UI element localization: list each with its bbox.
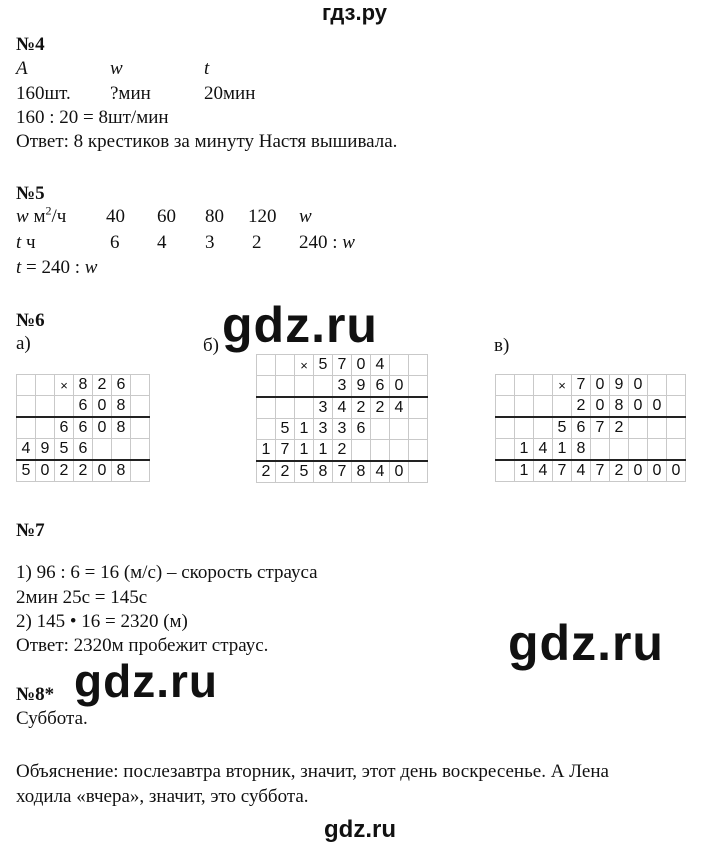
task5-t-label: [16, 232, 36, 254]
task5-t-value: 4: [157, 232, 167, 253]
grid-cell: [553, 396, 572, 418]
grid-cell: 5: [553, 417, 572, 439]
grid-cell: 2: [610, 417, 629, 439]
grid-row: [257, 355, 428, 376]
task5-t-value: 2: [252, 232, 262, 253]
grid-row: [257, 397, 428, 419]
grid-cell: 8: [74, 375, 93, 396]
task7-title: №7: [16, 520, 45, 541]
grid-cell: 2: [371, 397, 390, 419]
grid-cell: [409, 419, 428, 440]
task5-formula: t = 240 : w: [16, 257, 98, 278]
grid-cell: [257, 355, 276, 376]
task5-w-value: 120: [248, 206, 277, 227]
grid-row: [496, 396, 686, 418]
task7-line3: 2) 145 • 16 = 2320 (м): [16, 611, 188, 632]
grid-cell: 2: [257, 461, 276, 483]
grid-cell: [629, 439, 648, 461]
grid-cell: 2: [610, 460, 629, 482]
grid-cell: 8: [610, 396, 629, 418]
task5-w-value: 80: [205, 206, 224, 227]
grid-cell: 9: [610, 375, 629, 396]
task8-answer: Суббота.: [16, 708, 88, 729]
grid-cell: [257, 376, 276, 398]
grid-cell: [667, 396, 686, 418]
watermark-left: gdz.ru: [74, 655, 218, 707]
grid-cell: [667, 417, 686, 439]
grid-cell: 0: [93, 417, 112, 439]
grid-cell: 9: [352, 376, 371, 398]
grid-row: [17, 417, 150, 439]
grid-cell: 8: [352, 461, 371, 483]
grid-cell: [112, 439, 131, 461]
task4-col-w: w: [110, 58, 123, 79]
grid-c: [495, 374, 686, 482]
task5-w-value: 40: [106, 206, 125, 227]
grid-cell: [276, 355, 295, 376]
grid-cell: [629, 417, 648, 439]
grid-cell: [409, 461, 428, 483]
grid-cell: [276, 376, 295, 398]
grid-cell: 0: [93, 396, 112, 418]
grid-a: [16, 374, 150, 482]
grid-cell: [371, 419, 390, 440]
task5-w-sup: 2: [45, 203, 52, 218]
grid-cell: [295, 376, 314, 398]
grid-cell: 0: [591, 396, 610, 418]
grid-cell: [93, 439, 112, 461]
grid-row: [257, 440, 428, 462]
grid-cell: 6: [572, 417, 591, 439]
grid-cell: [390, 355, 409, 376]
task5-t-unit: ч: [26, 232, 36, 253]
task6-label-c: в): [494, 335, 510, 356]
grid-cell: 0: [36, 460, 55, 482]
task7-answer: Ответ: 2320м пробежит страус.: [16, 635, 269, 656]
grid-cell: [534, 417, 553, 439]
grid-cell: 8: [112, 396, 131, 418]
grid-cell: 4: [572, 460, 591, 482]
grid-cell: 0: [629, 460, 648, 482]
grid-cell: [55, 396, 74, 418]
grid-cell: ×: [553, 375, 572, 396]
grid-cell: 6: [112, 375, 131, 396]
watermark-right: gdz.ru: [508, 615, 664, 671]
grid-cell: 7: [276, 440, 295, 462]
grid-cell: 1: [314, 440, 333, 462]
grid-cell: 2: [333, 440, 352, 462]
grid-cell: 6: [74, 396, 93, 418]
grid-cell: 4: [17, 439, 36, 461]
grid-cell: 8: [572, 439, 591, 461]
grid-cell: 4: [534, 439, 553, 461]
grid-cell: 9: [36, 439, 55, 461]
grid-cell: 7: [591, 460, 610, 482]
task4-val-t: 20мин: [204, 83, 256, 104]
grid-cell: 5: [314, 355, 333, 376]
task5-w-last: w: [299, 206, 312, 227]
task8-explanation-2: ходила «вчера», значит, это суббота.: [16, 786, 309, 807]
grid-cell: [515, 396, 534, 418]
grid-cell: [371, 440, 390, 462]
grid-cell: 3: [314, 419, 333, 440]
grid-b: [256, 354, 428, 483]
grid-cell: 5: [17, 460, 36, 482]
task8-explanation-1: Объяснение: послезавтра вторник, значит, этот день воскресенье. А Лена: [16, 761, 609, 782]
grid-cell: [515, 375, 534, 396]
grid-cell: 0: [648, 460, 667, 482]
task4-col-t: t: [204, 58, 210, 79]
grid-cell: [390, 419, 409, 440]
grid-cell: 0: [667, 460, 686, 482]
grid-cell: 0: [591, 375, 610, 396]
grid-cell: [496, 396, 515, 418]
grid-cell: [409, 440, 428, 462]
grid-cell: 7: [553, 460, 572, 482]
grid-cell: [352, 440, 371, 462]
grid-cell: [314, 376, 333, 398]
grid-row: [496, 439, 686, 461]
grid-cell: 4: [371, 461, 390, 483]
grid-cell: 7: [591, 417, 610, 439]
task6-label-a: а): [16, 333, 31, 354]
grid-cell: [36, 396, 55, 418]
grid-cell: [648, 417, 667, 439]
grid-cell: [390, 440, 409, 462]
grid-cell: 8: [112, 460, 131, 482]
watermark-top: гдз.ру: [322, 0, 387, 25]
grid-cell: 1: [295, 440, 314, 462]
grid-cell: 6: [55, 417, 74, 439]
task5-t-value: 6: [110, 232, 120, 253]
grid-cell: 0: [352, 355, 371, 376]
task4-calc: 160 : 20 = 8шт/мин: [16, 107, 169, 128]
grid-cell: 2: [55, 460, 74, 482]
grid-cell: [496, 439, 515, 461]
grid-cell: 5: [55, 439, 74, 461]
grid-cell: [131, 417, 150, 439]
grid-cell: [131, 460, 150, 482]
grid-cell: 6: [371, 376, 390, 398]
grid-row: [17, 396, 150, 418]
grid-cell: 6: [352, 419, 371, 440]
grid-cell: 4: [371, 355, 390, 376]
grid-cell: 2: [74, 460, 93, 482]
grid-row: [17, 460, 150, 482]
grid-cell: [257, 397, 276, 419]
task8-title: №8*: [16, 684, 55, 705]
grid-cell: [131, 439, 150, 461]
grid-cell: [17, 396, 36, 418]
watermark-mid: gdz.ru: [222, 297, 378, 353]
task5-t-value: 3: [205, 232, 215, 253]
task4-val-a: 160шт.: [16, 83, 71, 104]
grid-cell: 2: [276, 461, 295, 483]
grid-cell: 2: [93, 375, 112, 396]
task5-w-unit2: /ч: [51, 206, 67, 227]
grid-cell: 2: [572, 396, 591, 418]
grid-cell: 6: [74, 439, 93, 461]
task4-title: №4: [16, 34, 45, 55]
task6-label-b: б): [203, 335, 219, 356]
grid-cell: 1: [553, 439, 572, 461]
grid-cell: [409, 376, 428, 398]
grid-cell: 0: [629, 375, 648, 396]
grid-row: [257, 376, 428, 398]
grid-cell: [648, 439, 667, 461]
grid-cell: 0: [629, 396, 648, 418]
grid-cell: 3: [333, 376, 352, 398]
grid-cell: [496, 417, 515, 439]
grid-row: [496, 460, 686, 482]
grid-row: [257, 461, 428, 483]
grid-row: [17, 375, 150, 396]
grid-cell: 7: [572, 375, 591, 396]
task4-val-w: ?мин: [110, 83, 151, 104]
grid-cell: [36, 417, 55, 439]
task5-w-label: [16, 203, 67, 228]
grid-cell: [591, 439, 610, 461]
grid-cell: 1: [515, 460, 534, 482]
task5-t-last: 240 : w: [299, 232, 355, 253]
grid-cell: [257, 419, 276, 440]
grid-cell: [17, 417, 36, 439]
grid-cell: 4: [333, 397, 352, 419]
grid-cell: [131, 375, 150, 396]
grid-cell: 2: [352, 397, 371, 419]
grid-cell: [276, 397, 295, 419]
grid-cell: 1: [515, 439, 534, 461]
grid-cell: [610, 439, 629, 461]
task7-line1: 1) 96 : 6 = 16 (м/с) – скорость страуса: [16, 562, 318, 583]
task6-title: №6: [16, 310, 45, 331]
task5-w-value: 60: [157, 206, 176, 227]
watermark-bottom: gdz.ru: [324, 816, 396, 843]
grid-cell: 7: [333, 355, 352, 376]
grid-cell: [648, 375, 667, 396]
task5-w-unit: м: [33, 206, 46, 227]
grid-cell: 6: [74, 417, 93, 439]
grid-cell: 5: [295, 461, 314, 483]
grid-row: [257, 419, 428, 440]
grid-cell: 0: [390, 461, 409, 483]
grid-cell: ×: [55, 375, 74, 396]
grid-cell: 8: [112, 417, 131, 439]
grid-cell: 7: [333, 461, 352, 483]
task5-title: №5: [16, 183, 45, 204]
grid-cell: [131, 396, 150, 418]
grid-cell: [515, 417, 534, 439]
grid-cell: [409, 397, 428, 419]
grid-cell: 4: [390, 397, 409, 419]
grid-cell: 1: [295, 419, 314, 440]
grid-cell: 4: [534, 460, 553, 482]
grid-cell: [534, 396, 553, 418]
task5-w-var: w: [16, 206, 29, 227]
grid-cell: 8: [314, 461, 333, 483]
grid-row: [496, 375, 686, 396]
grid-cell: 0: [93, 460, 112, 482]
grid-cell: [667, 375, 686, 396]
grid-cell: ×: [295, 355, 314, 376]
grid-cell: [295, 397, 314, 419]
grid-cell: [36, 375, 55, 396]
task7-line2: 2мин 25с = 145с: [16, 587, 148, 608]
grid-cell: [409, 355, 428, 376]
grid-cell: [534, 375, 553, 396]
grid-cell: 3: [333, 419, 352, 440]
grid-cell: [496, 460, 515, 482]
grid-cell: 0: [648, 396, 667, 418]
grid-row: [17, 439, 150, 461]
grid-cell: [496, 375, 515, 396]
grid-cell: 3: [314, 397, 333, 419]
task5-t-var: t: [16, 232, 22, 253]
grid-cell: 5: [276, 419, 295, 440]
grid-row: [496, 417, 686, 439]
grid-cell: [667, 439, 686, 461]
task4-answer: Ответ: 8 крестиков за минуту Настя вышивала.: [16, 131, 398, 152]
grid-cell: [17, 375, 36, 396]
task4-col-a: A: [16, 58, 28, 79]
grid-cell: 1: [257, 440, 276, 462]
grid-cell: 0: [390, 376, 409, 398]
